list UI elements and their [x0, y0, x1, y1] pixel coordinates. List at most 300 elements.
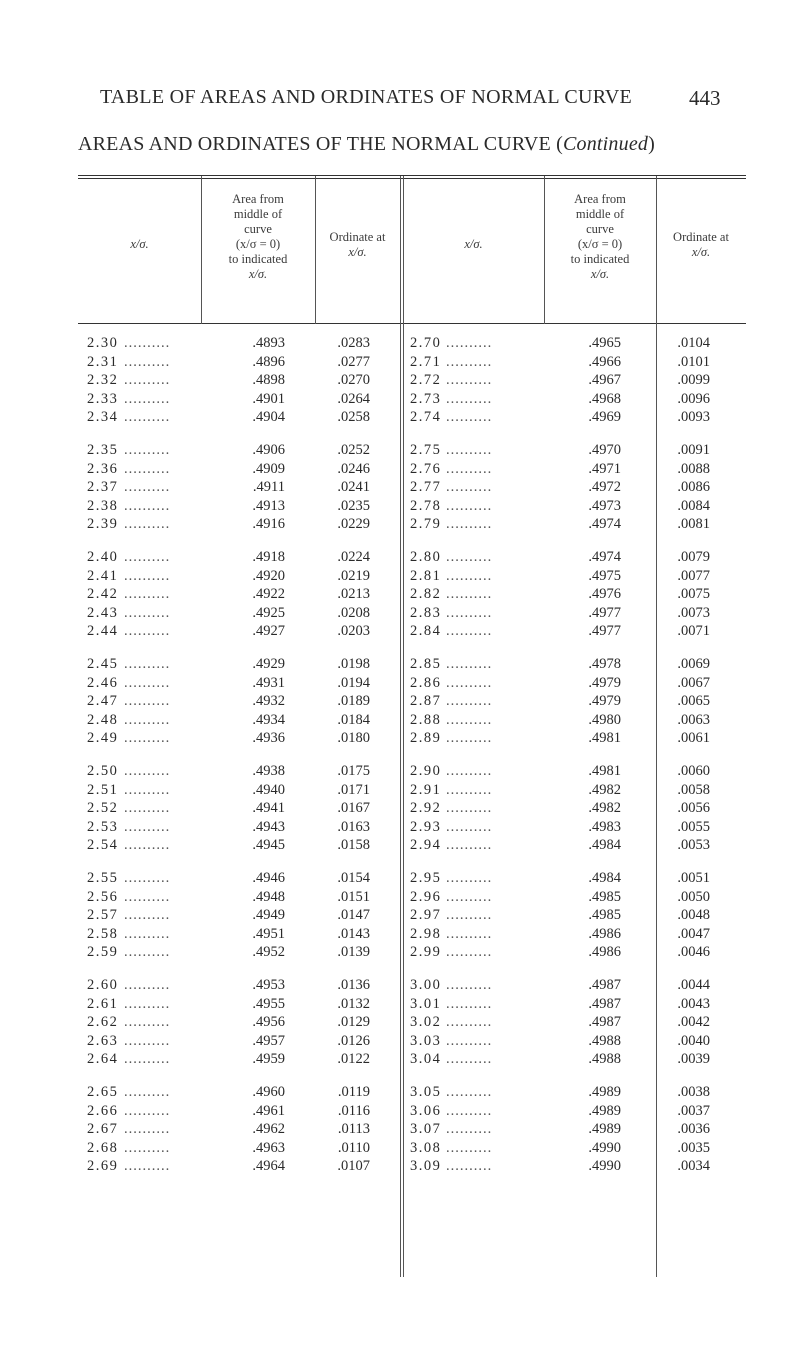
right-ordinate-cell: .0056	[677, 800, 710, 817]
right-leader-dots: ..........	[446, 442, 493, 458]
right-area-cell: .4987	[588, 995, 621, 1012]
left-ordinate-cell: .0147	[337, 907, 370, 924]
left-xsigma-cell: 2.36	[87, 460, 119, 477]
left-area-cell: .4920	[252, 567, 285, 584]
right-xsigma-cell: 2.70	[410, 335, 442, 351]
left-leader-dots: ..........	[124, 763, 171, 779]
right-area-cell: .4974	[588, 516, 621, 533]
right-area-cell: .4989	[588, 1121, 621, 1138]
right-xsigma-cell: 3.03	[410, 1032, 442, 1049]
left-area-cell: .4896	[252, 353, 285, 370]
left-xsigma-cell: 2.61	[87, 995, 119, 1012]
center-divider	[400, 176, 401, 1277]
left-area-cell: .4949	[252, 907, 285, 924]
left-leader-dots: ..........	[124, 409, 171, 426]
left-xsigma-cell: 2.43	[87, 604, 119, 621]
left-leader-dots: ..........	[124, 925, 171, 942]
right-area-cell: .4967	[588, 372, 621, 389]
right-ordinate-cell: .0044	[677, 977, 710, 993]
right-xsigma-cell: 2.86	[410, 674, 442, 691]
left-area-cell: .4911	[252, 479, 285, 496]
right-ordinate-cell: .0086	[677, 479, 710, 496]
left-area-cell: .4953	[252, 977, 285, 993]
right-area-cell: .4982	[588, 800, 621, 817]
left-ordinate-cell: .0167	[337, 800, 370, 817]
left-xsigma-cell: 2.48	[87, 711, 119, 728]
right-area-cell: .4965	[588, 335, 621, 351]
right-leader-dots: ..........	[446, 516, 493, 533]
right-xsigma-cell: 2.98	[410, 925, 442, 942]
right-ordinate-cell: .0075	[677, 586, 710, 603]
header-xsigma-left: x/σ.	[130, 237, 149, 251]
left-ordinate-cell: .0252	[337, 442, 370, 458]
left-xsigma-cell: 2.67	[87, 1121, 119, 1138]
right-ordinate-cell: .0084	[677, 497, 710, 514]
right-xsigma-cell: 2.76	[410, 460, 442, 477]
right-ordinate-cell: .0048	[677, 907, 710, 924]
left-ordinate-cell: .0246	[337, 460, 370, 477]
right-ordinate-cell: .0046	[677, 944, 710, 961]
left-leader-dots: ..........	[124, 1102, 171, 1119]
right-xsigma-cell: 3.08	[410, 1139, 442, 1156]
right-leader-dots: ..........	[446, 479, 493, 496]
column-divider	[656, 176, 657, 1277]
left-ordinate-cell: .0136	[337, 977, 370, 993]
right-xsigma-cell: 3.00	[410, 977, 442, 993]
header-ordinate-right: Ordinate at x/σ.	[673, 230, 729, 259]
right-leader-dots: ..........	[446, 460, 493, 477]
left-leader-dots: ..........	[124, 1032, 171, 1049]
right-area-cell: .4978	[588, 656, 621, 672]
right-xsigma-cell: 2.89	[410, 730, 442, 747]
left-area-cell: .4955	[252, 995, 285, 1012]
right-leader-dots: ..........	[446, 1084, 493, 1100]
left-leader-dots: ..........	[124, 656, 171, 672]
right-area-cell: .4972	[588, 479, 621, 496]
left-leader-dots: ..........	[124, 1084, 171, 1100]
left-area-cell: .4898	[252, 372, 285, 389]
right-ordinate-cell: .0091	[677, 442, 710, 458]
right-area-cell: .4980	[588, 711, 621, 728]
right-leader-dots: ..........	[446, 604, 493, 621]
left-xsigma-cell: 2.68	[87, 1139, 119, 1156]
left-area-cell: .4893	[252, 335, 285, 351]
left-xsigma-cell: 2.45	[87, 656, 119, 672]
right-xsigma-cell: 2.72	[410, 372, 442, 389]
right-xsigma-cell: 2.96	[410, 888, 442, 905]
left-ordinate-cell: .0171	[337, 781, 370, 798]
right-ordinate-cell: .0053	[677, 837, 710, 854]
left-xsigma-cell: 2.47	[87, 693, 119, 710]
right-ordinate-cell: .0067	[677, 674, 710, 691]
right-ordinate-cell: .0039	[677, 1051, 710, 1068]
right-ordinate-cell: .0035	[677, 1139, 710, 1156]
left-area-cell: .4963	[252, 1139, 285, 1156]
right-leader-dots: ..........	[446, 888, 493, 905]
left-area-cell: .4916	[252, 516, 285, 533]
right-leader-dots: ..........	[446, 372, 493, 389]
right-xsigma-cell: 2.94	[410, 837, 442, 854]
right-leader-dots: ..........	[446, 353, 493, 370]
left-leader-dots: ..........	[124, 800, 171, 817]
right-leader-dots: ..........	[446, 730, 493, 747]
right-area-cell: .4984	[588, 837, 621, 854]
left-ordinate-cell: .0163	[337, 818, 370, 835]
left-ordinate-cell: .0219	[337, 567, 370, 584]
left-leader-dots: ..........	[124, 730, 171, 747]
right-xsigma-cell: 3.06	[410, 1102, 442, 1119]
right-area-cell: .4966	[588, 353, 621, 370]
left-ordinate-cell: .0264	[337, 390, 370, 407]
right-area-cell: .4973	[588, 497, 621, 514]
left-area-cell: .4961	[252, 1102, 285, 1119]
left-area-cell: .4946	[252, 870, 285, 886]
left-ordinate-cell: .0203	[337, 623, 370, 640]
right-area-cell: .4987	[588, 1014, 621, 1031]
left-area-cell: .4943	[252, 818, 285, 835]
left-leader-dots: ..........	[124, 442, 171, 458]
left-xsigma-cell: 2.55	[87, 870, 119, 886]
right-leader-dots: ..........	[446, 818, 493, 835]
left-ordinate-cell: .0235	[337, 497, 370, 514]
right-ordinate-cell: .0065	[677, 693, 710, 710]
right-leader-dots: ..........	[446, 1032, 493, 1049]
left-ordinate-cell: .0194	[337, 674, 370, 691]
right-leader-dots: ..........	[446, 1158, 493, 1175]
right-leader-dots: ..........	[446, 1014, 493, 1031]
left-ordinate-cell: .0277	[337, 353, 370, 370]
left-ordinate-cell: .0129	[337, 1014, 370, 1031]
right-xsigma-cell: 2.71	[410, 353, 442, 370]
right-leader-dots: ..........	[446, 977, 493, 993]
left-xsigma-cell: 2.64	[87, 1051, 119, 1068]
left-leader-dots: ..........	[124, 995, 171, 1012]
right-ordinate-cell: .0038	[677, 1084, 710, 1100]
right-ordinate-cell: .0063	[677, 711, 710, 728]
left-leader-dots: ..........	[124, 870, 171, 886]
left-area-cell: .4906	[252, 442, 285, 458]
right-xsigma-cell: 2.88	[410, 711, 442, 728]
right-ordinate-cell: .0034	[677, 1158, 710, 1175]
right-ordinate-cell: .0061	[677, 730, 710, 747]
right-xsigma-cell: 2.81	[410, 567, 442, 584]
left-xsigma-cell: 2.34	[87, 409, 119, 426]
left-leader-dots: ..........	[124, 711, 171, 728]
left-area-cell: .4945	[252, 837, 285, 854]
right-xsigma-cell: 2.92	[410, 800, 442, 817]
left-area-cell: .4909	[252, 460, 285, 477]
left-leader-dots: ..........	[124, 1158, 171, 1175]
left-ordinate-cell: .0119	[337, 1084, 370, 1100]
right-ordinate-cell: .0037	[677, 1102, 710, 1119]
left-xsigma-cell: 2.37	[87, 479, 119, 496]
left-xsigma-cell: 2.32	[87, 372, 119, 389]
right-xsigma-cell: 3.01	[410, 995, 442, 1012]
left-xsigma-cell: 2.30	[87, 335, 119, 351]
left-area-cell: .4929	[252, 656, 285, 672]
right-ordinate-cell: .0050	[677, 888, 710, 905]
right-leader-dots: ..........	[446, 925, 493, 942]
left-ordinate-cell: .0158	[337, 837, 370, 854]
right-ordinate-cell: .0093	[677, 409, 710, 426]
left-leader-dots: ..........	[124, 497, 171, 514]
right-area-cell: .4984	[588, 870, 621, 886]
right-area-cell: .4985	[588, 907, 621, 924]
left-leader-dots: ..........	[124, 390, 171, 407]
right-ordinate-cell: .0040	[677, 1032, 710, 1049]
table-top-rule	[78, 175, 746, 176]
left-ordinate-cell: .0139	[337, 944, 370, 961]
left-xsigma-cell: 2.54	[87, 837, 119, 854]
left-area-cell: .4904	[252, 409, 285, 426]
left-xsigma-cell: 2.51	[87, 781, 119, 798]
right-area-cell: .4977	[588, 623, 621, 640]
right-ordinate-cell: .0099	[677, 372, 710, 389]
left-area-cell: .4936	[252, 730, 285, 747]
right-ordinate-cell: .0051	[677, 870, 710, 886]
left-leader-dots: ..........	[124, 907, 171, 924]
left-ordinate-cell: .0213	[337, 586, 370, 603]
right-ordinate-cell: .0088	[677, 460, 710, 477]
right-area-cell: .4977	[588, 604, 621, 621]
right-area-cell: .4970	[588, 442, 621, 458]
right-leader-dots: ..........	[446, 674, 493, 691]
right-area-cell: .4979	[588, 674, 621, 691]
left-area-cell: .4957	[252, 1032, 285, 1049]
left-xsigma-cell: 2.40	[87, 549, 119, 565]
right-area-cell: .4987	[588, 977, 621, 993]
right-area-cell: .4981	[588, 730, 621, 747]
right-leader-dots: ..........	[446, 656, 493, 672]
right-ordinate-cell: .0060	[677, 763, 710, 779]
left-xsigma-cell: 2.59	[87, 944, 119, 961]
right-xsigma-cell: 2.99	[410, 944, 442, 961]
left-leader-dots: ..........	[124, 586, 171, 603]
left-leader-dots: ..........	[124, 1139, 171, 1156]
left-area-cell: .4941	[252, 800, 285, 817]
left-xsigma-cell: 2.31	[87, 353, 119, 370]
left-area-cell: .4927	[252, 623, 285, 640]
right-leader-dots: ..........	[446, 944, 493, 961]
right-leader-dots: ..........	[446, 711, 493, 728]
right-ordinate-cell: .0073	[677, 604, 710, 621]
left-ordinate-cell: .0224	[337, 549, 370, 565]
right-area-cell: .4990	[588, 1139, 621, 1156]
left-leader-dots: ..........	[124, 944, 171, 961]
left-leader-dots: ..........	[124, 1051, 171, 1068]
left-xsigma-cell: 2.56	[87, 888, 119, 905]
right-area-cell: .4989	[588, 1102, 621, 1119]
left-xsigma-cell: 2.53	[87, 818, 119, 835]
right-ordinate-cell: .0077	[677, 567, 710, 584]
left-ordinate-cell: .0208	[337, 604, 370, 621]
right-xsigma-cell: 3.07	[410, 1121, 442, 1138]
right-area-cell: .4971	[588, 460, 621, 477]
left-ordinate-cell: .0107	[337, 1158, 370, 1175]
left-ordinate-cell: .0241	[337, 479, 370, 496]
left-area-cell: .4913	[252, 497, 285, 514]
right-leader-dots: ..........	[446, 409, 493, 426]
right-xsigma-cell: 2.73	[410, 390, 442, 407]
right-leader-dots: ..........	[446, 1102, 493, 1119]
right-ordinate-cell: .0036	[677, 1121, 710, 1138]
page-title: AREAS AND ORDINATES OF THE NORMAL CURVE (Continued)	[78, 133, 655, 155]
right-xsigma-cell: 3.05	[410, 1084, 442, 1100]
right-leader-dots: ..........	[446, 623, 493, 640]
right-area-cell: .4986	[588, 944, 621, 961]
left-ordinate-cell: .0283	[337, 335, 370, 351]
left-leader-dots: ..........	[124, 623, 171, 640]
right-xsigma-cell: 2.84	[410, 623, 442, 640]
right-leader-dots: ..........	[446, 549, 493, 565]
left-area-cell: .4951	[252, 925, 285, 942]
header-bottom-rule	[78, 323, 746, 324]
left-area-cell: .4918	[252, 549, 285, 565]
left-ordinate-cell: .0258	[337, 409, 370, 426]
right-xsigma-cell: 2.95	[410, 870, 442, 886]
right-area-cell: .4975	[588, 567, 621, 584]
right-area-cell: .4981	[588, 763, 621, 779]
right-area-cell: .4983	[588, 818, 621, 835]
right-ordinate-cell: .0079	[677, 549, 710, 565]
right-xsigma-cell: 2.90	[410, 763, 442, 779]
right-area-cell: .4976	[588, 586, 621, 603]
right-xsigma-cell: 2.79	[410, 516, 442, 533]
left-xsigma-cell: 2.60	[87, 977, 119, 993]
header-ordinate-left: Ordinate at x/σ.	[329, 230, 386, 259]
right-xsigma-cell: 2.85	[410, 656, 442, 672]
header-area-left: Area from middle of curve (x/σ = 0) to indicated x/σ.	[228, 192, 288, 281]
right-xsigma-cell: 3.04	[410, 1051, 442, 1068]
left-xsigma-cell: 2.38	[87, 497, 119, 514]
left-area-cell: .4962	[252, 1121, 285, 1138]
right-ordinate-cell: .0043	[677, 995, 710, 1012]
right-xsigma-cell: 2.83	[410, 604, 442, 621]
right-area-cell: .4988	[588, 1032, 621, 1049]
left-ordinate-cell: .0180	[337, 730, 370, 747]
left-xsigma-cell: 2.41	[87, 567, 119, 584]
left-leader-dots: ..........	[124, 818, 171, 835]
page-number: 443	[689, 86, 721, 110]
left-xsigma-cell: 2.66	[87, 1102, 119, 1119]
right-ordinate-cell: .0081	[677, 516, 710, 533]
right-ordinate-cell: .0055	[677, 818, 710, 835]
right-ordinate-cell: .0042	[677, 1014, 710, 1031]
left-leader-dots: ..........	[124, 335, 171, 351]
left-ordinate-cell: .0143	[337, 925, 370, 942]
left-leader-dots: ..........	[124, 674, 171, 691]
right-ordinate-cell: .0096	[677, 390, 710, 407]
right-area-cell: .4974	[588, 549, 621, 565]
left-ordinate-cell: .0229	[337, 516, 370, 533]
left-xsigma-cell: 2.50	[87, 763, 119, 779]
left-area-cell: .4938	[252, 763, 285, 779]
right-leader-dots: ..........	[446, 907, 493, 924]
right-area-cell: .4982	[588, 781, 621, 798]
right-leader-dots: ..........	[446, 390, 493, 407]
left-xsigma-cell: 2.62	[87, 1014, 119, 1031]
right-xsigma-cell: 2.97	[410, 907, 442, 924]
left-ordinate-cell: .0116	[337, 1102, 370, 1119]
right-xsigma-cell: 3.09	[410, 1158, 442, 1175]
right-xsigma-cell: 2.91	[410, 781, 442, 798]
left-xsigma-cell: 2.42	[87, 586, 119, 603]
right-xsigma-cell: 2.80	[410, 549, 442, 565]
left-leader-dots: ..........	[124, 516, 171, 533]
left-ordinate-cell: .0270	[337, 372, 370, 389]
left-area-cell: .4901	[252, 390, 285, 407]
left-leader-dots: ..........	[124, 977, 171, 993]
left-area-cell: .4934	[252, 711, 285, 728]
right-leader-dots: ..........	[446, 1139, 493, 1156]
right-leader-dots: ..........	[446, 567, 493, 584]
left-leader-dots: ..........	[124, 567, 171, 584]
left-ordinate-cell: .0154	[337, 870, 370, 886]
right-leader-dots: ..........	[446, 781, 493, 798]
right-ordinate-cell: .0058	[677, 781, 710, 798]
right-area-cell: .4989	[588, 1084, 621, 1100]
right-xsigma-cell: 2.78	[410, 497, 442, 514]
left-xsigma-cell: 2.69	[87, 1158, 119, 1175]
running-head-title: TABLE OF AREAS AND ORDINATES OF NORMAL CURVE	[100, 86, 633, 108]
right-area-cell: .4979	[588, 693, 621, 710]
left-ordinate-cell: .0151	[337, 888, 370, 905]
table-top-rule-2	[78, 178, 746, 179]
right-leader-dots: ..........	[446, 995, 493, 1012]
right-ordinate-cell: .0047	[677, 925, 710, 942]
left-xsigma-cell: 2.63	[87, 1032, 119, 1049]
left-xsigma-cell: 2.39	[87, 516, 119, 533]
left-area-cell: .4922	[252, 586, 285, 603]
right-area-cell: .4990	[588, 1158, 621, 1175]
left-ordinate-cell: .0110	[337, 1139, 370, 1156]
right-area-cell: .4986	[588, 925, 621, 942]
right-ordinate-cell: .0069	[677, 656, 710, 672]
left-area-cell: .4956	[252, 1014, 285, 1031]
left-xsigma-cell: 2.35	[87, 442, 119, 458]
right-leader-dots: ..........	[446, 870, 493, 886]
left-xsigma-cell: 2.65	[87, 1084, 119, 1100]
left-area-cell: .4925	[252, 604, 285, 621]
right-leader-dots: ..........	[446, 1051, 493, 1068]
right-ordinate-cell: .0104	[677, 335, 710, 351]
header-xsigma-right: x/σ.	[464, 237, 483, 251]
left-leader-dots: ..........	[124, 888, 171, 905]
left-area-cell: .4960	[252, 1084, 285, 1100]
left-xsigma-cell: 2.57	[87, 907, 119, 924]
right-xsigma-cell: 2.82	[410, 586, 442, 603]
left-area-cell: .4948	[252, 888, 285, 905]
right-ordinate-cell: .0101	[677, 353, 710, 370]
right-leader-dots: ..........	[446, 497, 493, 514]
left-xsigma-cell: 2.33	[87, 390, 119, 407]
left-leader-dots: ..........	[124, 604, 171, 621]
center-divider	[403, 176, 404, 1277]
left-xsigma-cell: 2.52	[87, 800, 119, 817]
right-leader-dots: ..........	[446, 335, 493, 351]
left-ordinate-cell: .0126	[337, 1032, 370, 1049]
left-leader-dots: ..........	[124, 353, 171, 370]
left-xsigma-cell: 2.44	[87, 623, 119, 640]
right-leader-dots: ..........	[446, 693, 493, 710]
right-area-cell: .4968	[588, 390, 621, 407]
left-area-cell: .4952	[252, 944, 285, 961]
left-xsigma-cell: 2.58	[87, 925, 119, 942]
right-leader-dots: ..........	[446, 800, 493, 817]
left-area-cell: .4964	[252, 1158, 285, 1175]
right-area-cell: .4988	[588, 1051, 621, 1068]
left-ordinate-cell: .0184	[337, 711, 370, 728]
